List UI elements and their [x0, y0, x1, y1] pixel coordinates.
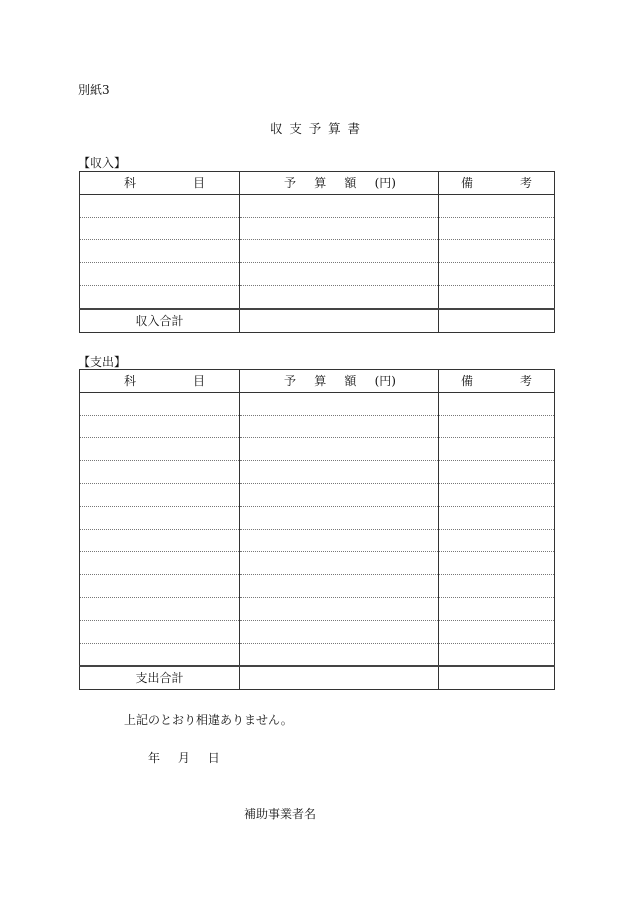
cell-note[interactable] [439, 240, 555, 263]
table-row [80, 392, 555, 415]
header-note [439, 370, 555, 393]
header-note-text: 考 [519, 175, 532, 190]
cell-item[interactable] [80, 552, 240, 575]
cell-note[interactable] [439, 438, 555, 461]
table-row [80, 285, 555, 308]
table-row [80, 438, 555, 461]
header-item-text: 目 [192, 373, 205, 388]
cell-note[interactable] [439, 217, 555, 240]
expense-total-row [80, 666, 555, 689]
cell-amount[interactable] [240, 643, 439, 666]
table-row [80, 194, 555, 217]
cell-amount[interactable] [240, 461, 439, 484]
table-row [80, 506, 555, 529]
cell-note[interactable] [439, 643, 555, 666]
header-item-text: 目 [192, 175, 205, 190]
cell-note[interactable] [439, 392, 555, 415]
header-amount [240, 370, 439, 393]
header-item-text: 科 [124, 175, 137, 190]
cell-note[interactable] [439, 461, 555, 484]
cell-item[interactable] [80, 483, 240, 506]
cell-item[interactable] [80, 597, 240, 620]
cell-note[interactable] [439, 529, 555, 552]
cell-note[interactable] [439, 285, 555, 308]
cell-note[interactable] [439, 194, 555, 217]
cell-amount[interactable] [240, 285, 439, 308]
header-note [439, 172, 555, 195]
cell-item[interactable] [80, 438, 240, 461]
header-amount-text: 算 [314, 175, 327, 190]
table-row [80, 263, 555, 286]
cell-note[interactable] [439, 263, 555, 286]
cell-item[interactable] [80, 217, 240, 240]
table-row [80, 415, 555, 438]
table-row [80, 552, 555, 575]
cell-amount[interactable] [240, 506, 439, 529]
header-amount-text: 算 [314, 373, 327, 388]
table-row [80, 643, 555, 666]
header-amount-text: (円) [374, 373, 396, 388]
cell-item[interactable] [80, 392, 240, 415]
cell-amount[interactable] [240, 438, 439, 461]
cell-amount[interactable] [240, 597, 439, 620]
cell-item[interactable] [80, 575, 240, 598]
cell-amount[interactable] [240, 620, 439, 643]
income-table [79, 171, 555, 333]
cell-amount[interactable] [240, 263, 439, 286]
date-line [148, 749, 234, 766]
expense-section-label: 【支出】 [78, 355, 127, 369]
annex-label: 別紙3 [78, 83, 110, 97]
cell-amount[interactable] [240, 552, 439, 575]
cell-amount[interactable] [240, 240, 439, 263]
income-section-label: 【収入】 [78, 156, 127, 170]
header-note-text: 備 [461, 175, 474, 190]
header-amount-text: 額 [344, 373, 357, 388]
cell-note[interactable] [439, 506, 555, 529]
document-title: 収支予算書 [269, 121, 367, 136]
cell-amount[interactable] [240, 529, 439, 552]
date-year: 年 [148, 751, 161, 765]
expense-header-row [80, 370, 555, 393]
table-row [80, 575, 555, 598]
cell-amount[interactable] [240, 392, 439, 415]
cell-amount[interactable] [240, 415, 439, 438]
cell-amount[interactable] [240, 194, 439, 217]
income-total-note[interactable] [439, 309, 555, 332]
expense-total-note[interactable] [439, 666, 555, 689]
table-row [80, 620, 555, 643]
confirmation-statement: 上記のとおり相違ありません。 [124, 713, 293, 727]
cell-amount[interactable] [240, 483, 439, 506]
table-row [80, 240, 555, 263]
cell-note[interactable] [439, 597, 555, 620]
cell-note[interactable] [439, 552, 555, 575]
header-item [80, 370, 240, 393]
cell-note[interactable] [439, 415, 555, 438]
header-note-text: 備 [461, 373, 474, 388]
cell-item[interactable] [80, 620, 240, 643]
table-row [80, 597, 555, 620]
cell-amount[interactable] [240, 575, 439, 598]
income-header-row [80, 172, 555, 195]
header-amount-text: (円) [374, 175, 396, 190]
table-row [80, 529, 555, 552]
expense-total-amount[interactable] [240, 666, 439, 689]
header-amount-text: 予 [284, 373, 297, 388]
income-total-amount[interactable] [240, 309, 439, 332]
cell-item[interactable] [80, 415, 240, 438]
cell-note[interactable] [439, 620, 555, 643]
header-amount-text: 額 [344, 175, 357, 190]
date-month: 月 [177, 751, 190, 765]
header-item [80, 172, 240, 195]
cell-note[interactable] [439, 575, 555, 598]
expense-total-label: 支出合計 [80, 666, 240, 689]
table-row [80, 461, 555, 484]
table-row [80, 217, 555, 240]
cell-item[interactable] [80, 285, 240, 308]
cell-item[interactable] [80, 194, 240, 217]
company-name-label: 補助事業者名 [244, 807, 317, 821]
header-amount-text: 予 [284, 175, 297, 190]
cell-item[interactable] [80, 240, 240, 263]
cell-item[interactable] [80, 643, 240, 666]
header-item-text: 科 [124, 373, 137, 388]
income-total-row [80, 309, 555, 332]
income-total-label: 収入合計 [80, 309, 240, 332]
expense-table [79, 369, 555, 690]
cell-item[interactable] [80, 506, 240, 529]
cell-amount[interactable] [240, 217, 439, 240]
cell-item[interactable] [80, 529, 240, 552]
header-note-text: 考 [519, 373, 532, 388]
date-day: 日 [207, 751, 220, 765]
table-row [80, 483, 555, 506]
header-amount [240, 172, 439, 195]
cell-item[interactable] [80, 263, 240, 286]
cell-item[interactable] [80, 461, 240, 484]
cell-note[interactable] [439, 483, 555, 506]
